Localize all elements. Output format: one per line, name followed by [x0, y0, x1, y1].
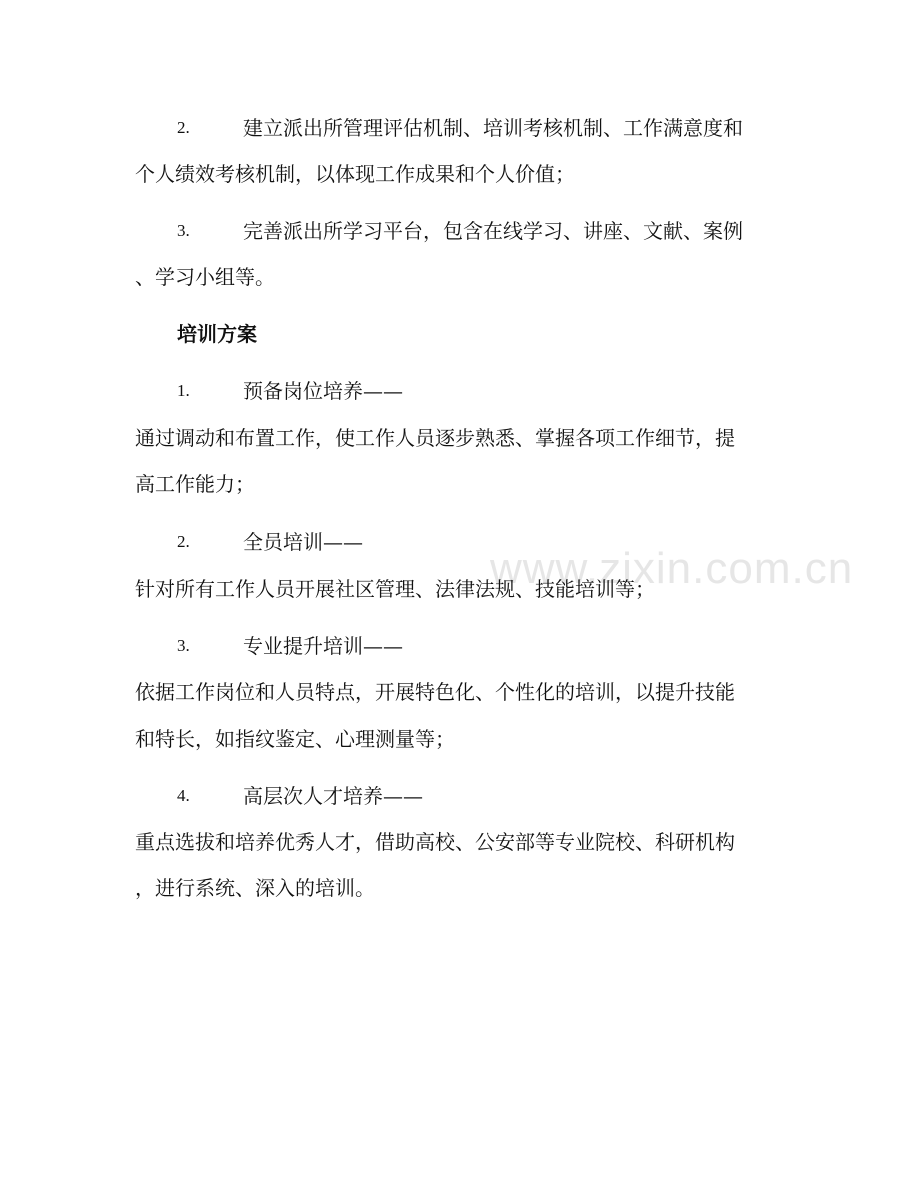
plan-text-line: 和特长，如指纹鉴定、心理测量等；: [135, 727, 455, 751]
plan-text-line: 依据工作岗位和人员特点，开展特色化、个性化的培训，以提升技能: [135, 680, 735, 704]
plan-text-line: 重点选拔和培养优秀人才，借助高校、公安部等专业院校、科研机构: [135, 830, 735, 854]
plan-text-line: 通过调动和布置工作，使工作人员逐步熟悉、掌握各项工作细节，提: [135, 426, 735, 450]
goal-text-line: 建立派出所管理评估机制、培训考核机制、工作满意度和: [243, 116, 743, 140]
plan-text-line: 高工作能力；: [135, 472, 255, 496]
plan-number: 3.: [177, 636, 190, 655]
plan-text-line: 针对所有工作人员开展社区管理、法律法规、技能培训等；: [135, 577, 655, 601]
plan-number: 4.: [177, 786, 190, 805]
plan-title: 专业提升培训——: [243, 634, 403, 658]
goal-text-line: 、学习小组等。: [135, 265, 275, 289]
goal-number: 2.: [177, 118, 190, 137]
plan-text-line: ，进行系统、深入的培训。: [135, 876, 375, 900]
plan-title: 全员培训——: [243, 530, 363, 554]
plan-title: 高层次人才培养——: [243, 784, 423, 808]
goal-number: 3.: [177, 221, 190, 240]
plan-number: 1.: [177, 381, 190, 400]
goal-text-line: 完善派出所学习平台，包含在线学习、讲座、文献、案例: [243, 219, 743, 243]
watermark: www.zixin.com.cn: [490, 544, 854, 593]
section-heading: 培训方案: [177, 322, 257, 346]
goal-text-line: 个人绩效考核机制，以体现工作成果和个人价值；: [135, 162, 575, 186]
plan-title: 预备岗位培养——: [243, 379, 403, 403]
plan-number: 2.: [177, 532, 190, 551]
